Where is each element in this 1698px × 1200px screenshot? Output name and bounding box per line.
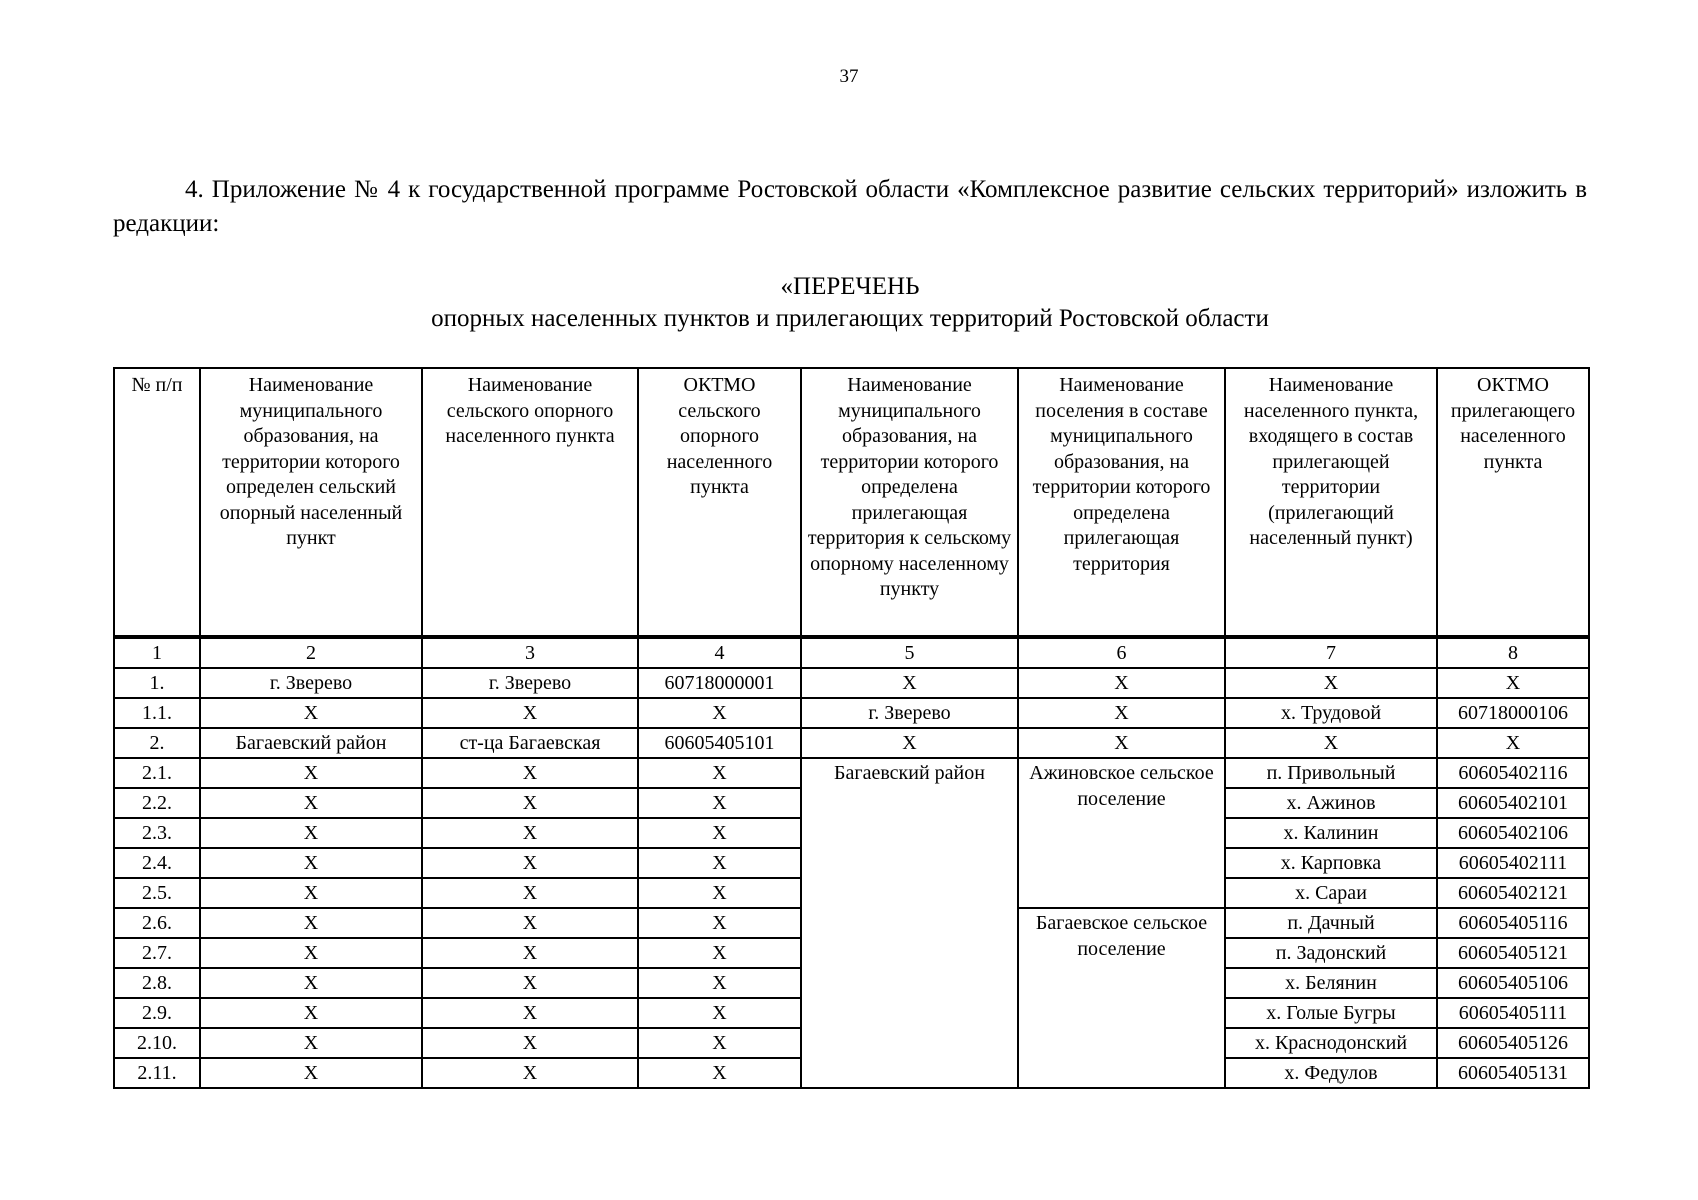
table-cell: X (200, 788, 422, 818)
table-cell: X (422, 1028, 638, 1058)
table-cell: X (200, 908, 422, 938)
table-cell: 2.8. (114, 968, 200, 998)
table-cell: г. Зверево (200, 668, 422, 698)
table-cell: 2.2. (114, 788, 200, 818)
table-cell: X (200, 938, 422, 968)
table-cell: 60605405111 (1437, 998, 1589, 1028)
table-cell: X (638, 938, 801, 968)
table-cell: X (1225, 728, 1437, 758)
table-cell: X (422, 968, 638, 998)
column-number: 4 (638, 637, 801, 668)
table-cell: 2.7. (114, 938, 200, 968)
table-cell: X (422, 908, 638, 938)
table-cell: х. Карповка (1225, 848, 1437, 878)
table-cell: х. Сараи (1225, 878, 1437, 908)
table-cell: X (638, 968, 801, 998)
table-cell: X (1225, 668, 1437, 698)
table-cell: г. Зверево (801, 698, 1018, 728)
table-cell: х. Калинин (1225, 818, 1437, 848)
header-adjacent-oktmo: ОКТМО прилегающего населенного пункта (1437, 368, 1589, 637)
header-adjacent-locality: Наименование населенного пункта, входящего в состав прилегающей территории (прилегающий населенный пункт) (1225, 368, 1437, 637)
table-cell: 2.3. (114, 818, 200, 848)
table-cell: 1. (114, 668, 200, 698)
table-cell: X (638, 1058, 801, 1088)
table-cell: X (638, 758, 801, 788)
table-cell: 2.4. (114, 848, 200, 878)
table-cell: 60718000001 (638, 668, 801, 698)
table-cell: X (200, 698, 422, 728)
table-cell: X (422, 938, 638, 968)
table-cell: 60605405101 (638, 728, 801, 758)
table-cell: Багаевский район (200, 728, 422, 758)
column-number: 3 (422, 637, 638, 668)
table-cell: X (1437, 728, 1589, 758)
table-cell: х. Белянин (1225, 968, 1437, 998)
column-number: 2 (200, 637, 422, 668)
table-cell: X (638, 878, 801, 908)
table-cell: X (200, 1028, 422, 1058)
table-cell: п. Привольный (1225, 758, 1437, 788)
table-cell: X (422, 788, 638, 818)
table-cell: X (801, 728, 1018, 758)
column-number: 7 (1225, 637, 1437, 668)
table-cell: х. Федулов (1225, 1058, 1437, 1088)
table-cell: 60605402116 (1437, 758, 1589, 788)
column-number: 1 (114, 637, 200, 668)
table-cell: X (422, 818, 638, 848)
list-title: «ПЕРЕЧЕНЬ (780, 273, 920, 300)
table-cell: X (638, 818, 801, 848)
table-cell: X (200, 878, 422, 908)
adjacent-settlement-cell: Багаевское сельское поселение (1018, 908, 1225, 1088)
column-number-row (114, 637, 1589, 668)
table-cell: 2.1. (114, 758, 200, 788)
table-cell: п. Задонский (1225, 938, 1437, 968)
header-adjacent-municipality: Наименование муниципального образования, на территории которого определена прилегающая территория к сельскому опорному населенному пункту (801, 368, 1018, 637)
table-header-row (114, 368, 1589, 637)
table-cell: X (638, 848, 801, 878)
table-cell: X (422, 878, 638, 908)
table-cell: X (200, 998, 422, 1028)
table-cell: 60718000106 (1437, 698, 1589, 728)
table-cell: X (638, 1028, 801, 1058)
table-cell: X (200, 818, 422, 848)
table-cell: х. Голые Бугры (1225, 998, 1437, 1028)
table-cell: X (1018, 668, 1225, 698)
table-cell: 60605405126 (1437, 1028, 1589, 1058)
table-cell: 60605405116 (1437, 908, 1589, 938)
table-cell: 2. (114, 728, 200, 758)
header-number: № п/п (114, 368, 200, 637)
table-cell: 60605405131 (1437, 1058, 1589, 1088)
table-cell: 1.1. (114, 698, 200, 728)
table-cell: X (422, 848, 638, 878)
adjacent-municipality-cell: Багаевский район (801, 758, 1018, 1088)
settlements-table (113, 367, 1590, 1089)
table-cell: X (422, 698, 638, 728)
table-cell: X (638, 998, 801, 1028)
table-cell: 2.6. (114, 908, 200, 938)
table-cell: 60605402111 (1437, 848, 1589, 878)
table-cell: 60605402101 (1437, 788, 1589, 818)
header-support-oktmo: ОКТМО сельского опорного населенного пункта (638, 368, 801, 637)
table-cell: 2.11. (114, 1058, 200, 1088)
table-cell: 2.5. (114, 878, 200, 908)
table-cell: х. Трудовой (1225, 698, 1437, 728)
table-cell: 60605402121 (1437, 878, 1589, 908)
column-number: 5 (801, 637, 1018, 668)
table-cell: X (200, 968, 422, 998)
table-cell: х. Ажинов (1225, 788, 1437, 818)
table-cell: г. Зверево (422, 668, 638, 698)
table-cell: X (801, 668, 1018, 698)
table-row (114, 758, 1589, 788)
table-cell: X (638, 698, 801, 728)
table-cell: 2.10. (114, 1028, 200, 1058)
intro-paragraph: 4. Приложение № 4 к государственной программе Ростовской области «Комплексное развитие сельских территорий» изложить в редакции: (113, 176, 1587, 237)
table-cell: п. Дачный (1225, 908, 1437, 938)
table-cell: 60605405106 (1437, 968, 1589, 998)
column-number: 6 (1018, 637, 1225, 668)
table-cell: ст-ца Багаевская (422, 728, 638, 758)
table-cell: X (422, 1058, 638, 1088)
table-cell: X (200, 848, 422, 878)
header-support-settlement: Наименование сельского опорного населенного пункта (422, 368, 638, 637)
table-cell: X (422, 998, 638, 1028)
table-cell: X (638, 908, 801, 938)
table-row (114, 668, 1589, 698)
table-cell: 60605402106 (1437, 818, 1589, 848)
table-cell: X (1018, 698, 1225, 728)
table-cell: X (638, 788, 801, 818)
table-cell: X (422, 758, 638, 788)
adjacent-settlement-cell: Ажиновское сельское поселение (1018, 758, 1225, 908)
header-support-municipality: Наименование муниципального образования, на территории которого определен сельский опорный населенный пункт (200, 368, 422, 637)
table-cell: X (1018, 728, 1225, 758)
page-number: 37 (839, 66, 859, 87)
table-row (114, 698, 1589, 728)
table-cell: X (1437, 668, 1589, 698)
table-cell: 60605405121 (1437, 938, 1589, 968)
list-subtitle: опорных населенных пунктов и прилегающих территорий Ростовской области (431, 305, 1269, 332)
table-cell: 2.9. (114, 998, 200, 1028)
table-cell: X (200, 758, 422, 788)
column-number: 8 (1437, 637, 1589, 668)
table-cell: X (200, 1058, 422, 1088)
table-cell: х. Краснодонский (1225, 1028, 1437, 1058)
table-row (114, 728, 1589, 758)
header-adjacent-settlement: Наименование поселения в составе муниципального образования, на территории которого определена прилегающая территория (1018, 368, 1225, 637)
